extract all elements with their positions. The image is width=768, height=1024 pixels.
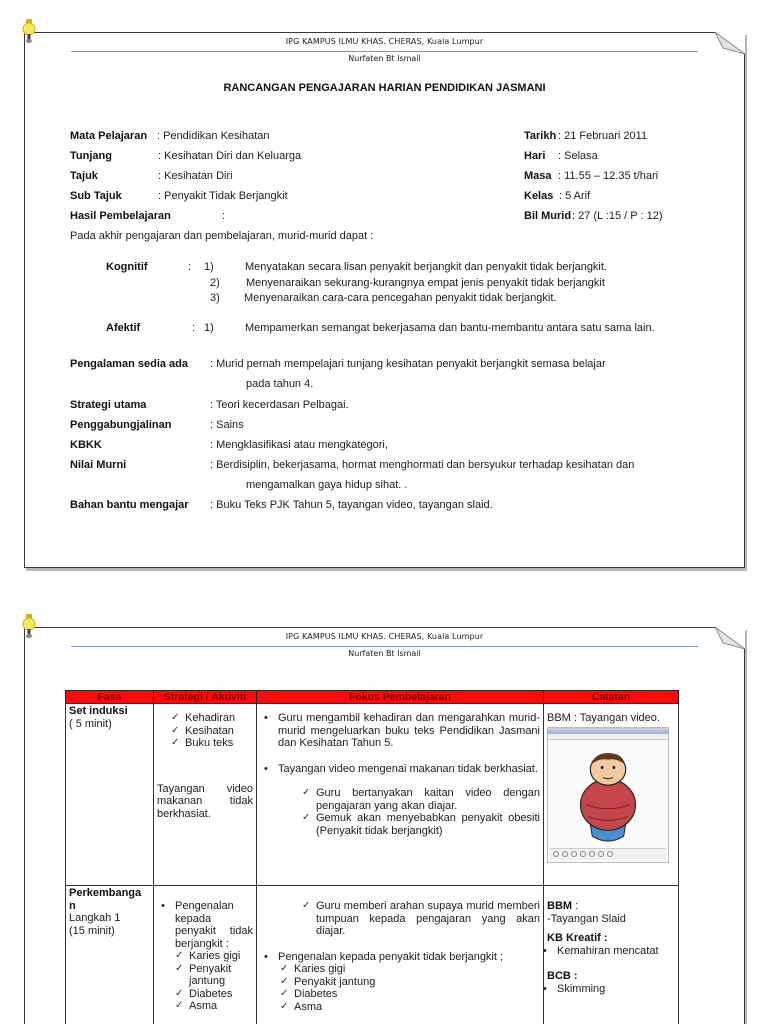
catatan-cell [544,886,679,1024]
checklist-item: ✓ Penyakit jantung [278,976,540,989]
afektif-num-1: 1) [204,322,214,334]
hari-label: Hari [524,150,546,162]
table-row-set-induksi [66,704,679,886]
fasa-step: Langkah 1 [69,912,121,924]
kognitif-num-2: 2) [210,277,220,289]
tajuk-value: : Kesihatan Diri [158,170,233,182]
sub-tajuk-label: Sub Tajuk [70,190,122,202]
sub-tajuk-value: : Penyakit Tidak Berjangkit [158,190,288,202]
kognitif-num-1: 1) [204,261,214,273]
fokus-bullets [260,951,540,964]
play-button-icon[interactable] [553,851,559,857]
bil-murid-label: Bil Murid [524,210,572,222]
tarikh-value: : 21 Februari 2011 [558,130,648,142]
bullet-item: • Kemahiran mencatat [539,945,675,958]
pause-button-icon[interactable] [562,851,568,857]
checklist-item: ✓ Guru memberi arahan supaya murid memberi tumpuan kepada pengajaran yang akan diajar. [300,900,540,938]
institution-header: IPG KAMPUS ILMU KHAS. CHERAS, Kuala Lumpur [285,632,484,641]
fasa-title: Perkembanga n [69,887,142,912]
fokus-cell [257,886,544,1024]
tarikh-label: Tarikh [524,130,557,142]
institution-header: IPG KAMPUS ILMU KHAS. CHERAS, Kuala Lumpur [285,37,484,46]
checklist-item: ✓ Gemuk akan menyebabkan penyakit obesiti (Penyakit tidak berjangkit) [300,812,540,837]
kognitif-label: Kognitif [106,261,148,273]
strategi-text: Tayangan video makanan tidak berkhasiat. [157,782,253,820]
checklist-item: ✓ Asma [278,1001,540,1014]
hari-value: : Selasa [558,150,598,162]
fasa-cell [66,886,154,1024]
masa-label: Masa [524,170,552,182]
table-header-row [66,691,679,704]
checklist-item: ✓ Penyakit jantung [173,963,253,988]
strategi-cell [154,704,257,886]
bullet-item: • Pengenalan kepada penyakit tidak berjangkit : [157,900,253,950]
catatan-cell [544,704,679,886]
nilai-murni-value-cont: mengamalkan gaya hidup sihat. . [246,479,408,491]
lesson-plan-table [65,690,679,1024]
kognitif-colon: : [188,261,192,273]
column-header-fokus: Fokus Pembelajaran [257,691,544,704]
mata-pelajaran-label: Mata Pelajaran [70,130,148,142]
header-divider [71,646,698,647]
author-name: Nurfaten Bt Ismail [348,54,421,63]
bcb-list [539,983,675,996]
checklist-item: ✓ Kesihatan [169,725,253,738]
fasa-time: ( 5 minit) [69,717,112,730]
fokus-cell [257,704,544,886]
checklist-item: ✓ Diabetes [173,988,253,1001]
kognitif-item-2: Menyenaraikan sekurang-kurangnya empat jenis penyakit tidak berjangkit [246,277,605,289]
penggabungjalinan-value: : Sains [210,419,244,431]
column-header-catatan: Catatan [544,691,679,704]
kognitif-item-3: Menyenaraikan cara-cara pencegahan penyakit tidak berjangkit. [244,292,557,304]
fasa-time: (15 minit) [69,924,115,937]
bil-murid-value: : 27 (L :15 / P : 12) [572,210,663,222]
kbkk-label: KBKK [70,439,102,451]
kognitif-item-1: Menyatakan secara lisan penyakit berjangkit dan penyakit tidak berjangkit. [245,261,607,273]
afektif-colon: : [192,322,196,334]
strategi-bullets [157,900,253,950]
bcb-label: BCB : [547,970,578,982]
bahan-bantu-label: Bahan bantu mengajar [70,499,189,511]
kb-kreatif-list [539,945,675,958]
masa-value: : 11.55 – 12.35 t/hari [558,170,659,182]
column-header-strategi: Strategi / Aktiviti [154,691,257,704]
next-button-icon[interactable] [607,851,613,857]
strategi-cell [154,886,257,1024]
bahan-bantu-value: : Buku Teks PJK Tahun 5, tayangan video, tayangan slaid. [210,499,493,511]
catatan-bbm-line [547,900,675,913]
pengalaman-value-cont: pada tahun 4. [246,378,314,390]
bbm-label: BBM [547,900,573,912]
tajuk-label: Tajuk [70,170,98,182]
checklist-item: ✓ Guru bertanyakan kaitan video dengan pengajaran yang akan diajar. [300,787,540,812]
fokus-bullets [260,712,540,775]
author-name: Nurfaten Bt Ismail [348,649,421,658]
bbm-value: -Tayangan Slaid [547,912,626,925]
hasil-pembelajaran-label: Hasil Pembelajaran [70,210,171,222]
bullet-item: • Skimming [539,983,675,996]
fokus-checklist [278,963,540,1013]
fasa-cell [66,704,154,886]
nilai-murni-value: : Berdisiplin, bekerjasama, hormat menghormati dan bersyukur terhadap kesihatan dan [210,459,635,471]
fokus-checklist-top [300,900,540,938]
document-page-1 [24,32,745,568]
checklist-item: ✓ Diabetes [278,988,540,1001]
checklist-item: ✓ Kehadiran [169,712,253,725]
kelas-value: : 5 Arif [559,190,591,202]
hasil-pembelajaran-value: : [222,210,226,222]
bullet-item: • Pengenalan kepada penyakit tidak berjangkit ; [260,951,540,964]
penggabungjalinan-label: Penggabungjalinan [70,419,172,431]
strategi-checklist [169,712,253,750]
checklist-item: ✓ Asma [173,1000,253,1013]
column-header-fasa: Fasa [66,691,154,704]
catatan-bbm: BBM : Tayangan video. [547,712,660,724]
pengalaman-value: : Murid pernah mempelajari tunjang kesihatan penyakit berjangkit semasa belajar [210,358,606,370]
header-divider [71,51,698,52]
pengalaman-label: Pengalaman sedia ada [70,358,188,370]
kognitif-num-3: 3) [210,292,220,304]
rewind-button-icon[interactable] [580,851,586,857]
video-controls[interactable] [550,848,666,860]
checklist-item: ✓ Karies gigi [278,963,540,976]
bullet-item: • Tayangan video mengenai makanan tidak berkhasiat. [260,763,540,776]
forward-button-icon[interactable] [589,851,595,857]
nilai-murni-label: Nilai Murni [70,459,127,471]
page-title: RANCANGAN PENGAJARAN HARIAN PENDIDIKAN JASMANI [223,82,546,94]
document-page-2 [24,627,745,1024]
bbm-colon: : [572,900,579,912]
obese-cartoon-icon [548,740,668,848]
kb-kreatif-label: KB Kreatif : [547,932,608,944]
strategi-checklist [173,950,253,1013]
fasa-title: Set induksi [69,705,128,717]
strategi-utama-label: Strategi utama [70,399,147,411]
prev-button-icon[interactable] [598,851,604,857]
fokus-checklist [300,787,540,837]
afektif-label: Afektif [106,322,141,334]
intro-sentence: Pada akhir pengajaran dan pembelajaran, murid-murid dapat : [70,230,374,242]
video-player-screenshot [547,727,669,863]
table-row-perkembangan [66,886,679,1024]
mata-pelajaran-value: : Pendidikan Kesihatan [157,130,270,142]
kbkk-value: : Mengklasifikasi atau mengkategori, [210,439,388,451]
afektif-item-1: Mempamerkan semangat bekerjasama dan bantu-membantu antara satu sama lain. [245,322,655,334]
kelas-label: Kelas [524,190,554,202]
stop-button-icon[interactable] [571,851,577,857]
checklist-item: ✓ Buku teks [169,737,253,750]
tunjang-value: : Kesihatan Diri dan Keluarga [158,150,302,162]
tunjang-label: Tunjang [70,150,112,162]
bullet-item: • Guru mengambil kehadiran dan mengarahkan murid-murid mengeluarkan buku teks Pendidikan Jasmani dan Kesihatan Tahun 5. [260,712,540,750]
checklist-item: ✓ Karies gigi [173,950,253,963]
strategi-utama-value: : Teori kecerdasan Pelbagai. [210,399,349,411]
